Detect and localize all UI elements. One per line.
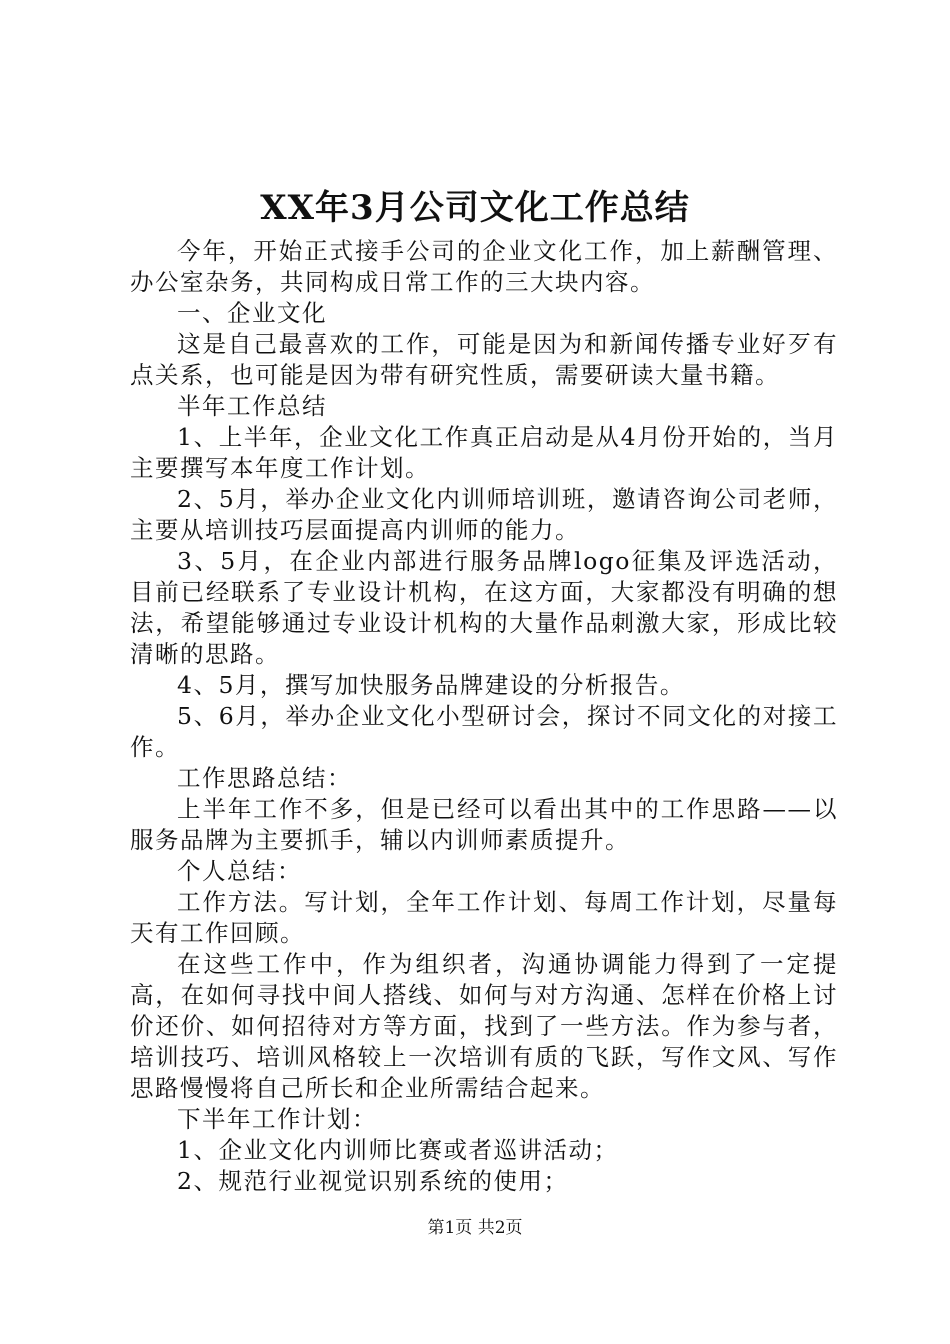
document-title: XX年3月公司文化工作总结 xyxy=(260,188,690,228)
section-heading-half-year-summary: 半年工作总结 xyxy=(177,392,327,420)
section-heading-personal-summary: 个人总结： xyxy=(177,857,302,885)
section-heading-work-approach: 工作思路总结： xyxy=(177,764,352,792)
paragraph: 今年，开始正式接手公司的企业文化工作，加上薪酬管理、办公室杂务，共同构成日常工作的三大块内容。 xyxy=(130,237,838,296)
section-heading-corporate-culture: 一、企业文化 xyxy=(177,299,327,327)
paragraph: 这是自己最喜欢的工作，可能是因为和新闻传播专业好歹有点关系，也可能是因为带有研究性质，需要研读大量书籍。 xyxy=(130,330,838,389)
paragraph: 在这些工作中，作为组织者，沟通协调能力得到了一定提高，在如何寻找中间人搭线、如何与对方沟通、怎样在价格上讨价还价、如何招待对方等方面，找到了一些方法。作为参与者，培训技巧、培训风格较上一次培训有质的飞跃，写作文风、写作思路慢慢将自己所长和企业所需结合起来。 xyxy=(130,950,838,1102)
page-indicator: 第1页 共2页 xyxy=(427,1218,523,1238)
list-item: 4、5月，撰写加快服务品牌建设的分析报告。 xyxy=(177,671,685,699)
list-item: 2、规范行业视觉识别系统的使用； xyxy=(177,1167,569,1195)
list-item: 5、6月，举办企业文化小型研讨会，探讨不同文化的对接工作。 xyxy=(130,702,838,761)
section-heading-second-half-plan: 下半年工作计划： xyxy=(177,1105,377,1133)
list-item: 1、上半年，企业文化工作真正启动是从4月份开始的，当月主要撰写本年度工作计划。 xyxy=(130,423,838,482)
list-item: 2、5月，举办企业文化内训师培训班，邀请咨询公司老师，主要从培训技巧层面提高内训师的能力。 xyxy=(130,485,838,544)
list-item: 1、企业文化内训师比赛或者巡讲活动； xyxy=(177,1136,619,1164)
paragraph: 上半年工作不多，但是已经可以看出其中的工作思路——以服务品牌为主要抓手，辅以内训师素质提升。 xyxy=(130,795,838,854)
list-item: 3、5月，在企业内部进行服务品牌logo征集及评选活动，目前已经联系了专业设计机构，在这方面，大家都没有明确的想法，希望能够通过专业设计机构的大量作品刺激大家，形成比较清晰的思路。 xyxy=(130,547,838,668)
paragraph: 工作方法。写计划，全年工作计划、每周工作计划，尽量每天有工作回顾。 xyxy=(130,888,838,947)
document-body xyxy=(130,236,838,1197)
